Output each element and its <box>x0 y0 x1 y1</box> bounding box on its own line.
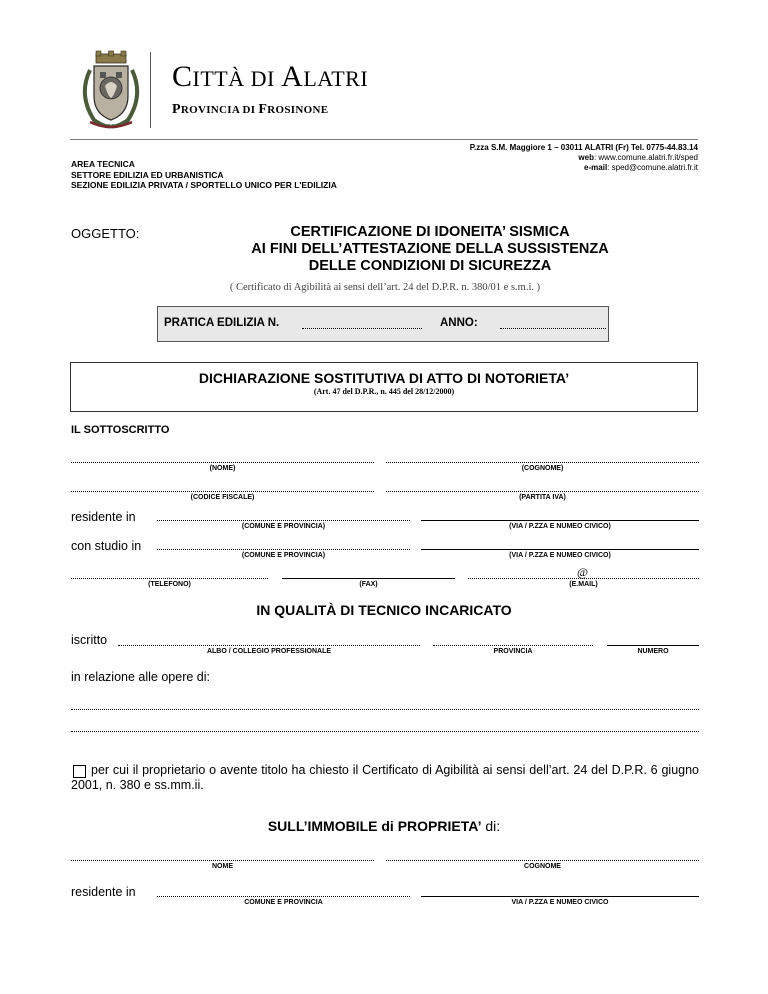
qualita-heading: IN QUALITÀ DI TECNICO INCARICATO <box>256 602 512 618</box>
telefono-field[interactable] <box>71 578 268 579</box>
studio-via-caption: (VIA / P.ZZA E NUMEO CIVICO) <box>509 552 611 559</box>
office-line: SEZIONE EDILIZIA PRIVATA / SPORTELLO UNICO PER L'EDILIZIA <box>71 180 337 190</box>
contact-address: P.zza S.M. Maggiore 1 – 03011 ALATRI (Fr) Tel. 0775-44.83.14 <box>469 143 698 152</box>
sottoscritto-heading: IL SOTTOSCRITTO <box>71 424 170 436</box>
residente-via-field[interactable] <box>421 520 699 521</box>
title-line: CERTIFICAZIONE DI IDONEITA’ SISMICA <box>290 224 570 240</box>
nome-caption: (NOME) <box>209 465 236 472</box>
proprietario-cognome-field[interactable] <box>386 860 699 861</box>
provincia-field[interactable] <box>433 645 593 646</box>
proprietario-comune-field[interactable] <box>157 896 410 897</box>
anno-label: ANNO: <box>440 317 478 329</box>
proprietario-via-caption: VIA / P.ZZA E NUMEO CIVICO <box>511 899 609 906</box>
albo-field[interactable] <box>118 645 420 646</box>
provincia-caption: PROVINCIA <box>493 648 533 655</box>
proprietario-residente-label: residente in <box>71 885 136 899</box>
contact-web: web: www.comune.alatri.fr.it/sped <box>578 153 698 162</box>
pratica-number-field[interactable] <box>302 328 422 329</box>
residente-comune-field[interactable] <box>157 520 410 521</box>
title-line: AI FINI DELL’ATTESTAZIONE DELLA SUSSISTENZA <box>251 241 609 257</box>
anno-field[interactable] <box>500 328 606 329</box>
codice-fiscale-field[interactable] <box>71 491 374 492</box>
partita-iva-field[interactable] <box>386 491 699 492</box>
header-divider <box>150 52 151 128</box>
residente-via-caption: (VIA / P.ZZA E NUMEO CIVICO) <box>509 523 611 530</box>
subject-label: OGGETTO: <box>71 226 140 241</box>
city-crest-icon <box>76 50 146 130</box>
email-caption: (E.MAIL) <box>569 581 598 588</box>
studio-comune-field[interactable] <box>157 549 410 550</box>
studio-label: con studio in <box>71 539 142 553</box>
document-title <box>200 224 660 275</box>
declaration-subtitle: (Art. 47 del D.P.R., n. 445 del 28/12/2000) <box>313 387 455 396</box>
fax-caption: (FAX) <box>359 581 378 588</box>
cognome-field[interactable] <box>386 462 699 463</box>
at-sign: @ <box>577 565 589 579</box>
telefono-caption: (TELEFONO) <box>148 581 191 588</box>
studio-comune-caption: (COMUNE E PROVINCIA) <box>241 552 326 559</box>
proprietario-cognome-caption: COGNOME <box>524 863 561 870</box>
contact-info <box>470 143 698 173</box>
proprietario-nome-caption: NOME <box>212 863 233 870</box>
declaration-title: DICHIARAZIONE SOSTITUTIVA DI ATTO DI NOTORIETA’ <box>198 370 570 386</box>
office-line: AREA TECNICA <box>71 159 135 169</box>
email-field[interactable] <box>468 578 699 579</box>
office-info <box>71 159 337 191</box>
numero-field[interactable] <box>607 645 699 646</box>
fax-field[interactable] <box>282 578 455 579</box>
checkbox-text: per cui il proprietario o avente titolo ha chiesto il Certificato di Agibilità ai sensi dell’art. 24 del D.P.R. 6 giugno 2001, n. 380 e ss.mm.ii. <box>71 763 699 792</box>
title-line: DELLE CONDIZIONI DI SICUREZZA <box>308 258 552 274</box>
office-line: SETTORE EDILIZIA ED URBANISTICA <box>71 169 224 180</box>
partita-iva-caption: (PARTITA IVA) <box>519 494 566 501</box>
codice-fiscale-caption: (CODICE FISCALE) <box>190 494 255 501</box>
opere-label: in relazione alle opere di: <box>71 670 210 684</box>
residente-label: residente in <box>71 510 136 524</box>
cognome-caption: (COGNOME) <box>521 465 564 472</box>
agibilita-checkbox[interactable] <box>73 765 86 778</box>
opere-line-2[interactable] <box>71 731 699 732</box>
immobile-heading: SULL’IMMOBILE di PROPRIETA’ di: <box>267 818 501 834</box>
pratica-label: PRATICA EDILIZIA N. <box>164 317 280 329</box>
opere-line-1[interactable] <box>71 709 699 710</box>
proprietario-comune-caption: COMUNE E PROVINCIA <box>244 899 323 906</box>
header-rule <box>70 139 698 140</box>
city-title: CITTÀ DI ALATRI <box>172 60 369 93</box>
albo-caption: ALBO / COLLEGIO PROFESSIONALE <box>206 648 332 655</box>
iscritto-label: iscritto <box>71 633 108 647</box>
numero-caption: NUMERO <box>637 648 669 655</box>
document-subtitle: ( Certificato di Agibilità ai sensi dell’art. 24 del D.P.R. n. 380/01 e s.m.i. ) <box>229 282 541 293</box>
contact-email: e-mail: sped@comune.alatri.fr.it <box>584 163 698 172</box>
province-title: PROVINCIA DI FROSINONE <box>172 102 329 117</box>
proprietario-nome-field[interactable] <box>71 860 374 861</box>
nome-field[interactable] <box>71 462 374 463</box>
proprietario-via-field[interactable] <box>421 896 699 897</box>
residente-comune-caption: (COMUNE E PROVINCIA) <box>241 523 326 530</box>
studio-via-field[interactable] <box>421 549 699 550</box>
